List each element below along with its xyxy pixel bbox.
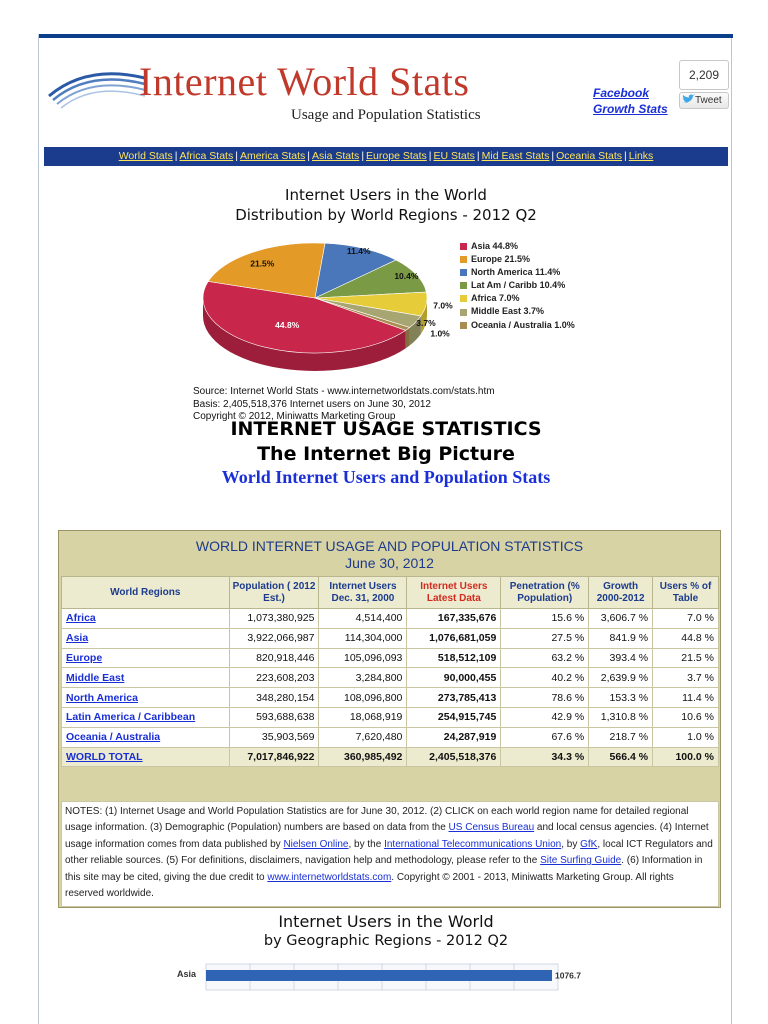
legend-swatch xyxy=(460,243,467,250)
region-cell[interactable] xyxy=(62,707,230,727)
table-cell: 4,514,400 xyxy=(319,609,407,629)
table-cell: 114,304,000 xyxy=(319,628,407,648)
pie-chart-subtitle: Distribution by World Regions - 2012 Q2 xyxy=(235,206,537,224)
table-cell: 7,620,480 xyxy=(319,727,407,747)
nav-world-stats[interactable]: World Stats xyxy=(118,150,173,162)
table-title-line1: WORLD INTERNET USAGE AND POPULATION STATISTICS xyxy=(195,538,584,554)
table-header-row xyxy=(62,577,719,609)
table-cell: 218.7 % xyxy=(589,727,653,747)
table-cell: 67.6 % xyxy=(501,727,589,747)
notes-text: and local census agencies. (4) Internet usage information comes from data published by xyxy=(65,822,709,850)
table-cell: 35,903,569 xyxy=(229,727,319,747)
table-cell: 1,073,380,925 xyxy=(229,609,319,629)
col-world-regions: World Regions xyxy=(62,577,230,609)
legend-swatch xyxy=(460,295,467,302)
nav-africa-stats[interactable]: Africa Stats xyxy=(179,150,234,162)
table-cell: 167,335,676 xyxy=(407,609,501,629)
region-link[interactable]: Oceania / Australia xyxy=(66,731,161,744)
tweet-button[interactable] xyxy=(679,92,729,109)
table-cell: 566.4 % xyxy=(589,747,653,767)
nav-mid-east-stats[interactable]: Mid East Stats xyxy=(481,150,550,162)
table-cell: 7,017,846,922 xyxy=(229,747,319,767)
legend-swatch xyxy=(460,322,467,329)
legend-item xyxy=(460,240,575,253)
copyright-line: Copyright © 2012, Miniwatts Marketing Group xyxy=(193,411,396,422)
notes-text: . (6) Information in this site may be cited, giving the due credit to xyxy=(65,855,703,883)
bar-value-label: 1076.7 xyxy=(555,970,581,981)
stats-table-panel xyxy=(58,530,721,908)
table-cell: 841.9 % xyxy=(589,628,653,648)
bar-chart-title: Internet Users in the World xyxy=(278,912,494,931)
table-cell: 34.3 % xyxy=(501,747,589,767)
pie-slice-side-6 xyxy=(406,327,410,348)
pie-chart-svg xyxy=(187,232,453,384)
logo-swoosh-icon xyxy=(47,56,147,116)
table-cell: 393.4 % xyxy=(589,648,653,668)
facebook-growth-link[interactable]: Facebook Growth Stats xyxy=(593,86,668,116)
legend-item xyxy=(460,292,575,305)
legend-item xyxy=(460,279,575,292)
table-cell: 593,688,638 xyxy=(229,707,319,727)
table-cell: 15.6 % xyxy=(501,609,589,629)
legend-item xyxy=(460,253,575,266)
table-cell: 27.5 % xyxy=(501,628,589,648)
pie-slice-label: 11.4% xyxy=(346,245,371,256)
pie-slice-label: 3.7% xyxy=(416,318,436,329)
legend-label: Middle East 3.7% xyxy=(471,306,545,317)
legend-label: Lat Am / Caribb 10.4% xyxy=(471,280,566,291)
table-cell: 3.7 % xyxy=(653,668,719,688)
table-cell: 78.6 % xyxy=(501,688,589,708)
table-cell: 518,512,109 xyxy=(407,648,501,668)
table-row xyxy=(62,727,719,747)
pie-legend xyxy=(460,240,575,332)
pie-slice-label: 21.5% xyxy=(250,258,275,269)
nav-asia-stats[interactable]: Asia Stats xyxy=(312,150,360,162)
region-link[interactable]: Europe xyxy=(66,651,103,664)
notes-text: , by the xyxy=(348,838,385,850)
basis-line: Basis: 2,405,518,376 Internet users on June 30, 2012 xyxy=(193,398,431,410)
notes-text: NOTES: (1) Internet Usage and World Population Statistics are for June 30, 2012. (2) CLICK on each world region name for detailed regional usage information. (3) Demographic (Population) numbers are based on data from the xyxy=(65,806,689,834)
legend-swatch xyxy=(460,309,467,316)
table-title-line2: June 30, 2012 xyxy=(345,555,434,571)
nav-europe-stats[interactable]: Europe Stats xyxy=(366,150,427,162)
table-cell: 348,280,154 xyxy=(229,688,319,708)
notes-text: . Copyright © 2001 - 2013, Miniwatts Marketing Group. All rights reserved worldwide. xyxy=(65,871,674,900)
table-cell: 3,922,066,987 xyxy=(229,628,319,648)
legend-swatch xyxy=(460,282,467,289)
table-cell: 18,068,919 xyxy=(319,707,407,727)
table-title xyxy=(59,538,720,572)
page-container xyxy=(38,34,732,1024)
col-growth: Growth 2000-2012 xyxy=(589,577,653,609)
bar-category-label: Asia xyxy=(176,969,196,979)
itu-link[interactable]: International Telecommunications Union xyxy=(384,838,562,850)
region-cell[interactable] xyxy=(62,727,230,747)
col-users-percent: Users % of Table xyxy=(653,577,719,609)
legend-swatch xyxy=(460,269,467,276)
legend-label: Europe 21.5% xyxy=(471,254,531,265)
bar-asia xyxy=(206,970,552,981)
stats-table xyxy=(61,576,719,767)
legend-label: Asia 44.8% xyxy=(471,241,519,251)
site-surfing-guide-link[interactable]: Site Surfing Guide xyxy=(540,855,622,867)
table-notes xyxy=(61,801,719,907)
table-cell: 2,405,518,376 xyxy=(407,747,501,767)
source-line: Source: Internet World Stats - www.internetworldstats.com/stats.htm xyxy=(193,386,495,397)
table-cell: 820,918,446 xyxy=(229,648,319,668)
table-cell: 254,915,745 xyxy=(407,707,501,727)
legend-label: North America 11.4% xyxy=(471,267,561,278)
heading-internet-usage-statistics: INTERNET USAGE STATISTICS xyxy=(230,418,542,440)
region-link[interactable]: North America xyxy=(66,691,138,704)
table-row xyxy=(62,609,719,629)
table-cell: 24,287,919 xyxy=(407,727,501,747)
table-cell: 100.0 % xyxy=(653,747,719,767)
heading-world-users[interactable]: World Internet Users and Population Stats xyxy=(221,467,551,487)
region-cell[interactable] xyxy=(62,747,230,767)
legend-label: Oceania / Australia 1.0% xyxy=(471,319,575,330)
legend-item xyxy=(460,266,575,279)
site-subtitle: Usage and Population Statistics xyxy=(291,107,481,123)
site-url-link[interactable]: www.internetworldstats.com xyxy=(267,871,392,883)
pie-slice-label: 1.0% xyxy=(430,328,450,339)
col-penetration: Penetration (% Population) xyxy=(501,577,589,609)
nav-links[interactable]: Links xyxy=(628,150,654,162)
tweet-label: Tweet xyxy=(695,95,722,106)
region-link[interactable]: Asia xyxy=(66,632,89,645)
region-cell[interactable] xyxy=(62,688,230,708)
top-border xyxy=(39,34,733,38)
pie-chart-title: Internet Users in the World xyxy=(285,186,487,204)
table-cell: 1,310.8 % xyxy=(589,707,653,727)
table-cell: 21.5 % xyxy=(653,648,719,668)
region-link[interactable]: Latin America / Caribbean xyxy=(66,711,196,724)
nav-eu-stats[interactable]: EU Stats xyxy=(433,150,475,162)
nav-america-stats[interactable]: America Stats xyxy=(239,150,306,162)
nav-oceania-stats[interactable]: Oceania Stats xyxy=(556,150,623,162)
nav-bar: World Stats | Africa Stats | America Stats | Asia Stats | Europe Stats | EU Stats | Mid East Stats | Oceania Stats | Links xyxy=(44,147,728,166)
region-cell[interactable] xyxy=(62,609,230,629)
notes-text: , local ICT Regulators and other reliable sources. (5) For definitions, disclaimers, navigation help and methodology, please refer to the xyxy=(65,838,713,867)
col-population: Population ( 2012 Est.) xyxy=(229,577,319,609)
table-cell: 44.8 % xyxy=(653,628,719,648)
legend-swatch xyxy=(460,256,467,263)
table-cell: 40.2 % xyxy=(501,668,589,688)
pie-slice-label: 10.4% xyxy=(394,270,419,281)
table-cell: 11.4 % xyxy=(653,688,719,708)
twitter-bird-icon xyxy=(682,94,695,104)
table-row xyxy=(62,668,719,688)
table-row xyxy=(62,628,719,648)
table-cell: 360,985,492 xyxy=(319,747,407,767)
table-row xyxy=(62,648,719,668)
table-cell: 223,608,203 xyxy=(229,668,319,688)
table-cell: 108,096,800 xyxy=(319,688,407,708)
share-count: 2,209 xyxy=(679,60,729,90)
region-cell[interactable] xyxy=(62,668,230,688)
table-cell: 63.2 % xyxy=(501,648,589,668)
region-cell[interactable] xyxy=(62,628,230,648)
pie-slice-label: 44.8% xyxy=(275,320,300,331)
table-cell: 105,096,093 xyxy=(319,648,407,668)
heading-big-picture: The Internet Big Picture xyxy=(257,443,515,465)
table-total-row xyxy=(62,747,719,767)
region-link[interactable]: Middle East xyxy=(66,671,125,684)
region-link[interactable]: Africa xyxy=(66,612,96,625)
pie-slice-label: 7.0% xyxy=(433,300,453,311)
col-users-2000: Internet Users Dec. 31, 2000 xyxy=(319,577,407,609)
table-cell: 153.3 % xyxy=(589,688,653,708)
region-link[interactable]: WORLD TOTAL xyxy=(66,750,143,763)
table-cell: 1.0 % xyxy=(653,727,719,747)
legend-item xyxy=(460,305,575,318)
table-row xyxy=(62,707,719,727)
table-cell: 90,000,455 xyxy=(407,668,501,688)
table-cell: 2,639.9 % xyxy=(589,668,653,688)
legend-item xyxy=(460,319,575,332)
notes-text: , by xyxy=(561,838,581,850)
bar-chart-svg xyxy=(166,964,581,990)
table-cell: 10.6 % xyxy=(653,707,719,727)
pie-chart xyxy=(187,232,453,384)
nielsen-online-link[interactable]: Nielsen Online xyxy=(283,838,349,850)
site-title[interactable]: Internet World Stats xyxy=(139,59,470,104)
table-cell: 7.0 % xyxy=(653,609,719,629)
region-cell[interactable] xyxy=(62,648,230,668)
gfk-link[interactable]: GfK xyxy=(580,838,598,850)
table-cell: 42.9 % xyxy=(501,707,589,727)
table-cell: 3,606.7 % xyxy=(589,609,653,629)
table-row xyxy=(62,688,719,708)
us-census-bureau-link[interactable]: US Census Bureau xyxy=(448,822,535,834)
legend-label: Africa 7.0% xyxy=(471,293,520,304)
bar-chart-subtitle: by Geographic Regions - 2012 Q2 xyxy=(263,933,509,949)
table-cell: 1,076,681,059 xyxy=(407,628,501,648)
bar-chart xyxy=(166,964,581,990)
col-users-latest: Internet Users Latest Data xyxy=(407,577,501,609)
table-cell: 3,284,800 xyxy=(319,668,407,688)
table-cell: 273,785,413 xyxy=(407,688,501,708)
